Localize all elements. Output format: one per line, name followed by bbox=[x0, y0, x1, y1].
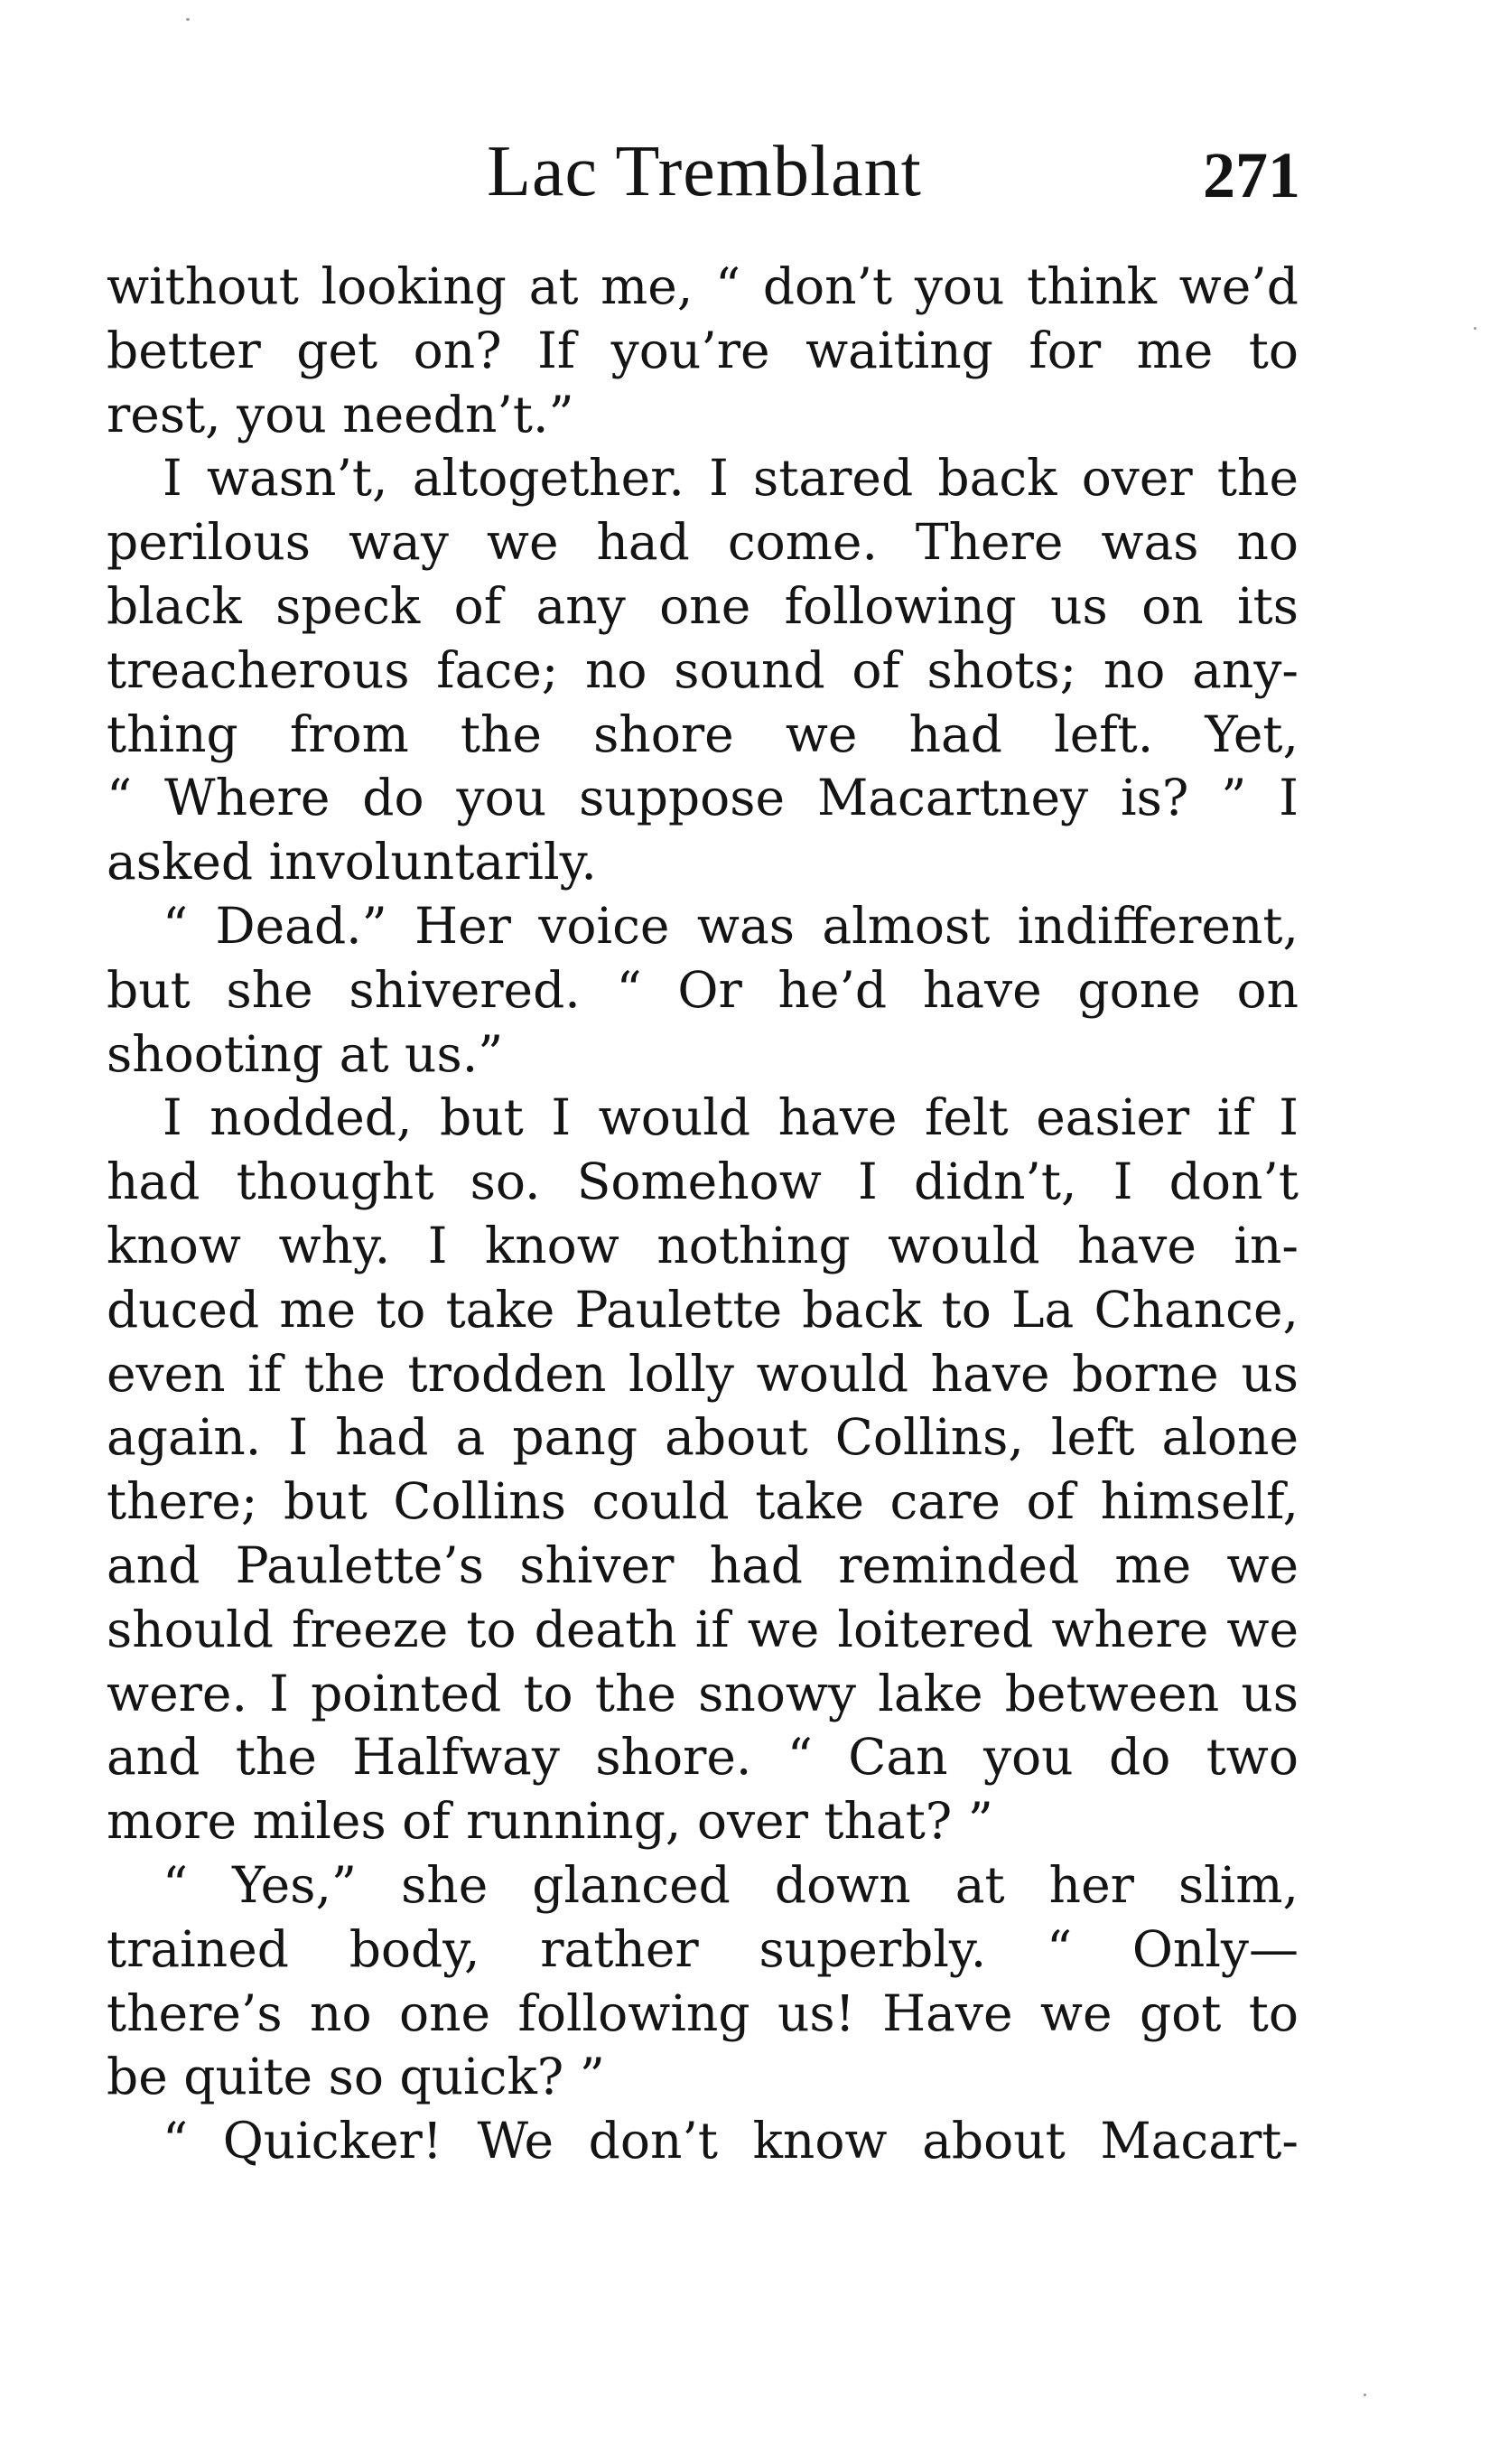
text-line: I wasn’t, altogether. I stared back over the bbox=[163, 449, 1299, 508]
text-line: and Paulette’s shiver had reminded me we bbox=[107, 1535, 1299, 1594]
text-line: without looking at me, “ don’t you think we’d bbox=[107, 257, 1299, 315]
text-line: shooting at us.” bbox=[107, 1024, 504, 1083]
text-line: again. I had a pang about Collins, left alone bbox=[107, 1408, 1299, 1467]
paper-speck bbox=[1474, 327, 1476, 330]
text-line: trained body, rather superbly. “ Only— bbox=[107, 1919, 1299, 1978]
text-line: perilous way we had come. There was no bbox=[107, 513, 1299, 572]
text-line: even if the trodden lolly would have borne us bbox=[107, 1344, 1299, 1403]
paper-speck bbox=[1364, 2394, 1366, 2396]
running-title: Lac Tremblant bbox=[487, 132, 922, 211]
text-line: treacherous face; no sound of shots; no any- bbox=[107, 640, 1299, 699]
running-head bbox=[108, 126, 1300, 217]
text-line: were. I pointed to the snowy lake between us bbox=[107, 1664, 1299, 1722]
text-line: asked involuntarily. bbox=[107, 833, 597, 891]
paper-speck bbox=[186, 18, 190, 21]
body-text bbox=[107, 255, 1299, 2173]
text-line: rest, you needn’t.” bbox=[107, 385, 574, 443]
text-line: there’s no one following us! Have we got to bbox=[107, 1983, 1299, 2042]
text-line: I nodded, but I would have felt easier if I bbox=[163, 1088, 1299, 1147]
text-line: and the Halfway shore. “ Can you do two bbox=[107, 1728, 1299, 1787]
text-line: there; but Collins could take care of himself, bbox=[107, 1472, 1299, 1531]
text-line: “ Dead.” Her voice was almost indifferent, bbox=[163, 896, 1299, 955]
text-line: should freeze to death if we loitered where we bbox=[107, 1600, 1299, 1658]
text-line: “ Quicker! We don’t know about Macart- bbox=[163, 2112, 1299, 2170]
page-number: 271 bbox=[1203, 139, 1300, 211]
text-line: better get on? If you’re waiting for me to bbox=[107, 321, 1299, 379]
text-line: be quite so quick? ” bbox=[107, 2048, 605, 2106]
text-line: had thought so. Somehow I didn’t, I don’t bbox=[107, 1153, 1299, 1211]
text-line: “ Yes,” she glanced down at her slim, bbox=[163, 1855, 1299, 1914]
text-line: thing from the shore we had left. Yet, bbox=[107, 705, 1299, 763]
text-line: “ Where do you suppose Macartney is? ” I bbox=[107, 769, 1299, 827]
text-line: duced me to take Paulette back to La Chance, bbox=[107, 1280, 1299, 1339]
text-line: but she shivered. “ Or he’d have gone on bbox=[107, 960, 1299, 1019]
text-line: more miles of running, over that? ” bbox=[107, 1792, 993, 1851]
text-line: know why. I know nothing would have in- bbox=[107, 1216, 1299, 1274]
text-line: black speck of any one following us on its bbox=[107, 576, 1299, 635]
